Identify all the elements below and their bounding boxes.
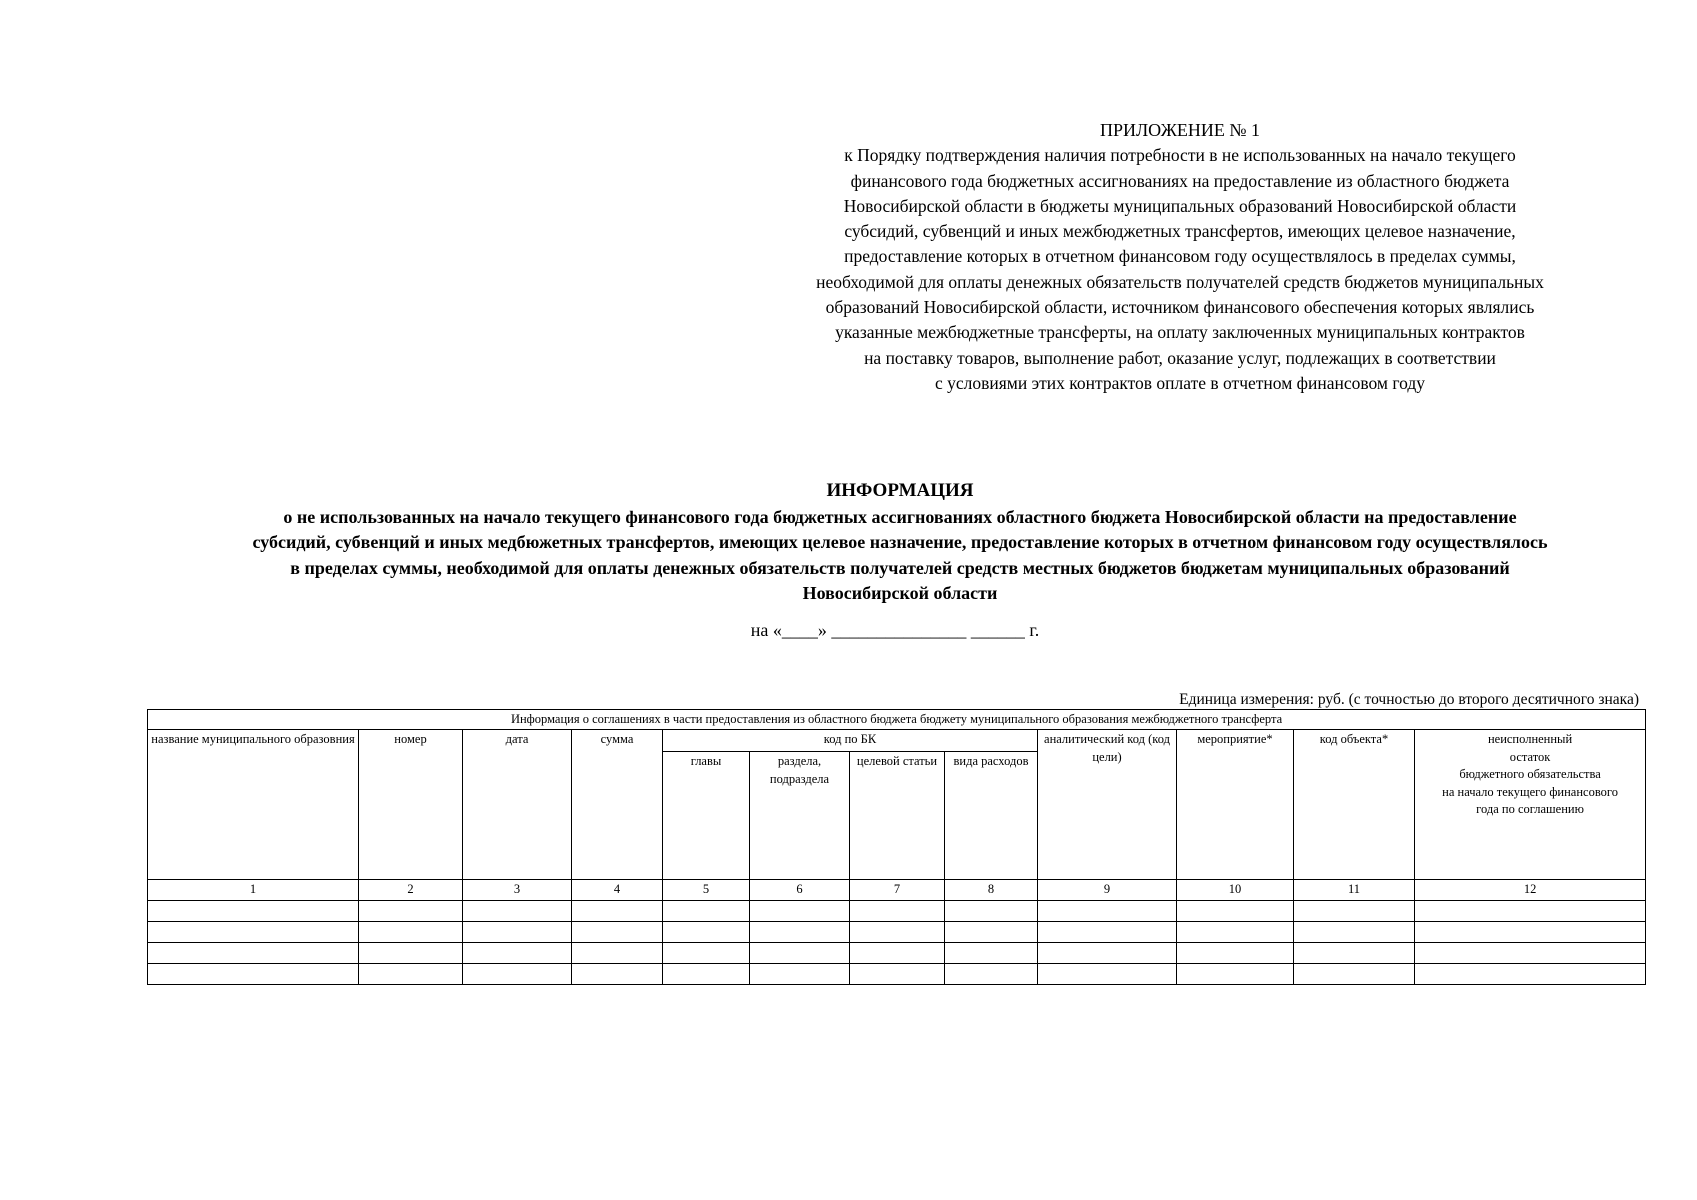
- table-band-header: Информация о соглашениях в части предоставления из областного бюджета бюджету муниципального образования межбюджетного трансферта: [148, 710, 1646, 730]
- col-header-event: мероприятие*: [1177, 730, 1294, 880]
- remainder-line: неисполненный: [1487, 732, 1573, 746]
- remainder-line: на начало текущего финансового: [1442, 784, 1618, 799]
- heading-line: субсидий, субвенций и иных медбюжетных трансфертов, имеющих целевое назначение, предоставление которых в отчетном финансовом году осуществлялось: [252, 532, 1548, 552]
- table-cell[interactable]: [148, 922, 359, 943]
- appendix-block: [740, 118, 1620, 396]
- column-number: 12: [1415, 880, 1646, 901]
- table-cell[interactable]: [1415, 922, 1646, 943]
- appendix-line: финансового года бюджетных ассигнованиях на предоставление из областного бюджета: [850, 170, 1510, 191]
- report-date-line: на «____» _______________ ______ г.: [750, 620, 1040, 640]
- table-cell[interactable]: [572, 943, 663, 964]
- table-cell[interactable]: [148, 964, 359, 985]
- col-header-remainder: [1415, 730, 1646, 880]
- remainder-line: остаток: [1509, 749, 1551, 764]
- table-cell[interactable]: [1177, 964, 1294, 985]
- table-cell[interactable]: [945, 922, 1038, 943]
- appendix-line: к Порядку подтверждения наличия потребности в не использованных на начало текущего: [844, 145, 1516, 166]
- appendix-line: необходимой для оплаты денежных обязательств получателей средств бюджетов муниципальных: [816, 271, 1544, 292]
- column-number: 1: [148, 880, 359, 901]
- table-cell[interactable]: [850, 922, 945, 943]
- heading-line: о не использованных на начало текущего финансового года бюджетных ассигнованиях областного бюджета Новосибирской области на предоставление: [283, 506, 1517, 527]
- table-row: [148, 943, 1646, 964]
- table-cell[interactable]: [850, 901, 945, 922]
- empty-rows: [148, 901, 1646, 985]
- column-number: 5: [663, 880, 750, 901]
- col-header-amount: сумма: [572, 730, 663, 880]
- table-cell[interactable]: [663, 901, 750, 922]
- table-cell[interactable]: [663, 964, 750, 985]
- table-cell[interactable]: [750, 922, 850, 943]
- unit-of-measure: Единица измерения: руб. (с точностью до второго десятичного знака): [1179, 691, 1639, 708]
- appendix-line: субсидий, субвенций и иных межбюджетных трансфертов, имеющих целевое назначение,: [844, 221, 1516, 242]
- appendix-title: ПРИЛОЖЕНИЕ № 1: [1099, 120, 1261, 140]
- table-cell[interactable]: [359, 943, 463, 964]
- table-cell[interactable]: [1038, 964, 1177, 985]
- table-cell[interactable]: [1294, 964, 1415, 985]
- table-cell[interactable]: [1415, 964, 1646, 985]
- table-cell[interactable]: [463, 922, 572, 943]
- heading-line: Новосибирской области: [802, 583, 998, 603]
- table-cell[interactable]: [1294, 922, 1415, 943]
- table-cell[interactable]: [463, 943, 572, 964]
- table-cell[interactable]: [1177, 943, 1294, 964]
- column-number: 8: [945, 880, 1038, 901]
- appendix-line: на поставку товаров, выполнение работ, оказание услуг, подлежащих в соответствии: [864, 347, 1496, 368]
- col-header-municipality: название муниципального образовния: [148, 730, 359, 880]
- table-cell[interactable]: [750, 943, 850, 964]
- table-cell[interactable]: [1294, 943, 1415, 964]
- table-cell[interactable]: [463, 901, 572, 922]
- table-cell[interactable]: [750, 964, 850, 985]
- table-cell[interactable]: [463, 964, 572, 985]
- col-header-expense-type: вида расходов: [945, 752, 1038, 880]
- table-cell[interactable]: [663, 922, 750, 943]
- document-heading: [150, 478, 1650, 607]
- table-row: [148, 901, 1646, 922]
- agreements-table: [147, 709, 1646, 985]
- table-cell[interactable]: [945, 964, 1038, 985]
- table-cell[interactable]: [945, 943, 1038, 964]
- table-cell[interactable]: [359, 922, 463, 943]
- column-number: 9: [1038, 880, 1177, 901]
- col-header-target-article: целевой статьи: [850, 752, 945, 880]
- column-number: 11: [1294, 880, 1415, 901]
- table-cell[interactable]: [663, 943, 750, 964]
- table-cell[interactable]: [1415, 901, 1646, 922]
- table-cell[interactable]: [1294, 901, 1415, 922]
- table-cell[interactable]: [850, 943, 945, 964]
- column-number: 4: [572, 880, 663, 901]
- remainder-line: года по соглашению: [1476, 802, 1584, 816]
- table-cell[interactable]: [1415, 943, 1646, 964]
- table-cell[interactable]: [572, 922, 663, 943]
- table-cell[interactable]: [850, 964, 945, 985]
- table-cell[interactable]: [945, 901, 1038, 922]
- col-header-section: раздела, подраздела: [750, 752, 850, 880]
- col-header-object-code: код объекта*: [1294, 730, 1415, 880]
- table-cell[interactable]: [1038, 901, 1177, 922]
- document-title: ИНФОРМАЦИЯ: [826, 480, 974, 501]
- appendix-line: указанные межбюджетные трансферты, на оплату заключенных муниципальных контрактов: [835, 322, 1525, 343]
- column-number: 2: [359, 880, 463, 901]
- table-cell[interactable]: [148, 943, 359, 964]
- col-header-analytic-code: аналитический код (код цели): [1038, 730, 1177, 880]
- table-cell[interactable]: [572, 901, 663, 922]
- table-cell[interactable]: [1177, 901, 1294, 922]
- column-number: 3: [463, 880, 572, 901]
- col-header-date: дата: [463, 730, 572, 880]
- table-cell[interactable]: [750, 901, 850, 922]
- col-header-chapter: главы: [663, 752, 750, 880]
- column-number: 6: [750, 880, 850, 901]
- appendix-line: образований Новосибирской области, источником финансового обеспечения которых являлись: [825, 297, 1535, 318]
- table-row: [148, 964, 1646, 985]
- remainder-line: бюджетного обязательства: [1459, 767, 1601, 781]
- table-cell[interactable]: [572, 964, 663, 985]
- col-header-bk-code: код по БК: [663, 730, 1038, 752]
- col-header-number: номер: [359, 730, 463, 880]
- table-cell[interactable]: [148, 901, 359, 922]
- table-cell[interactable]: [1038, 943, 1177, 964]
- appendix-line: предоставление которых в отчетном финансовом году осуществлялось в пределах суммы,: [844, 246, 1516, 267]
- table-cell[interactable]: [359, 964, 463, 985]
- appendix-line: Новосибирской области в бюджеты муниципальных образований Новосибирской области: [843, 195, 1517, 216]
- heading-line: в пределах суммы, необходимой для оплаты денежных обязательств получателей средств местных бюджетов бюджетам муниципальных образований: [290, 557, 1510, 578]
- table-cell[interactable]: [1177, 922, 1294, 943]
- table-cell[interactable]: [1038, 922, 1177, 943]
- column-number: 7: [850, 880, 945, 901]
- appendix-line: с условиями этих контрактов оплате в отчетном финансовом году: [934, 372, 1426, 393]
- column-number: 10: [1177, 880, 1294, 901]
- table-cell[interactable]: [359, 901, 463, 922]
- table-row: [148, 922, 1646, 943]
